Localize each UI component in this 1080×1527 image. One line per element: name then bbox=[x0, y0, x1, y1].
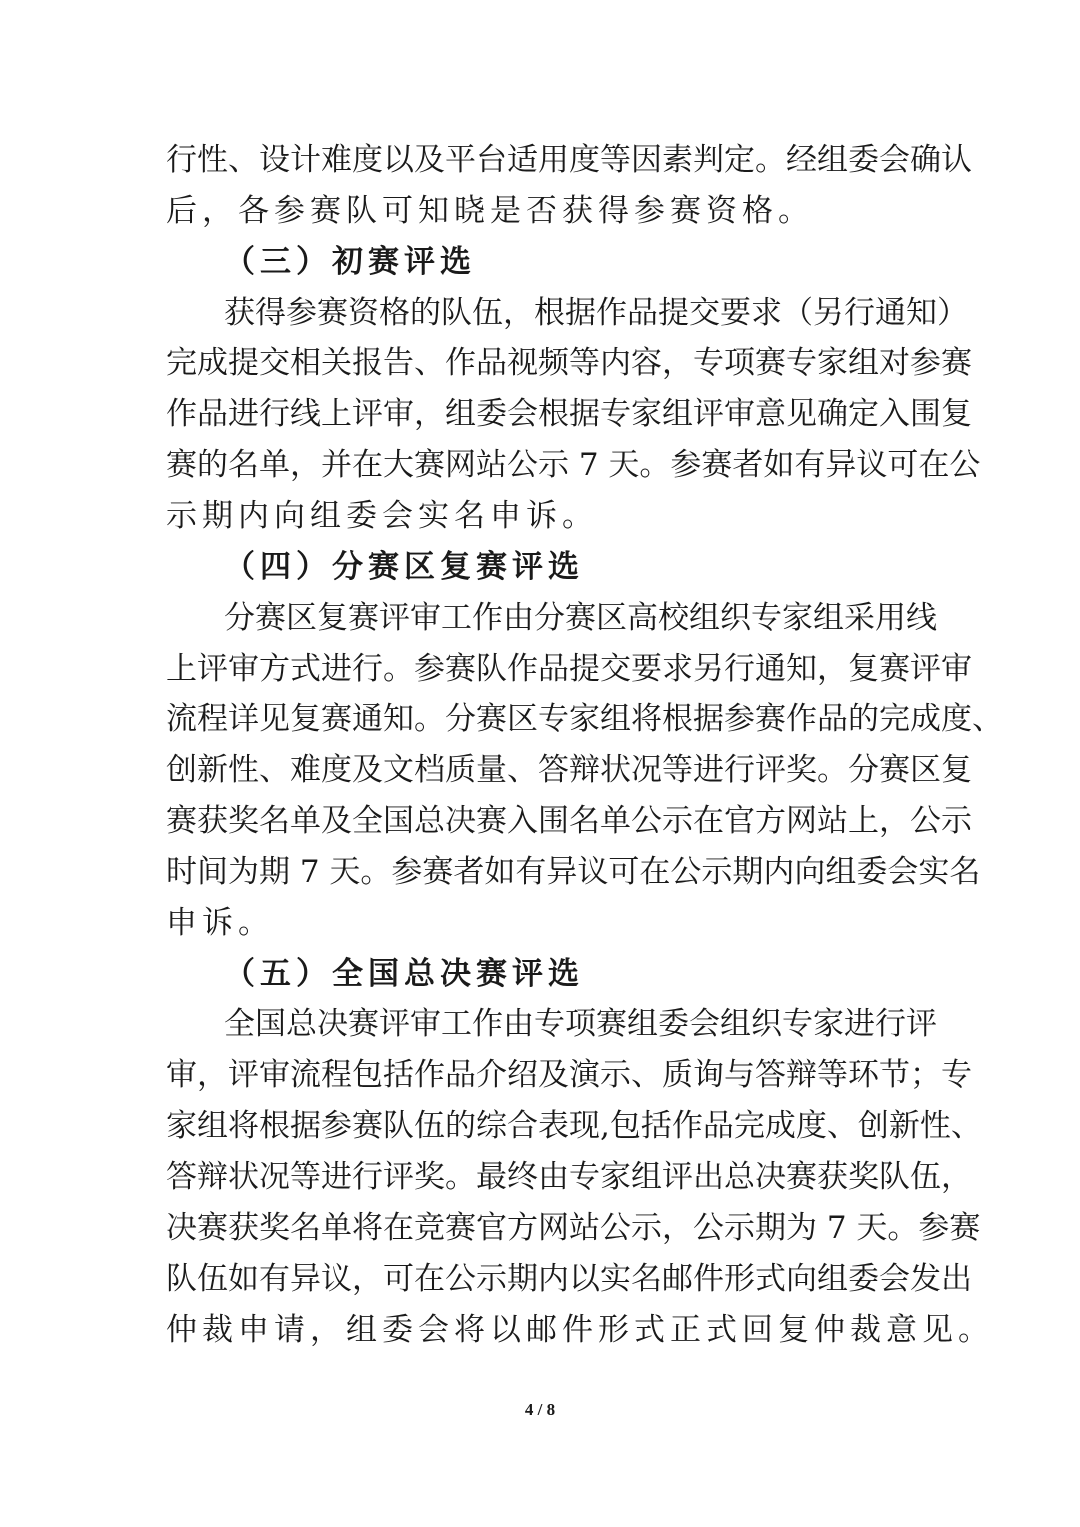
paragraph-line: 创新性、难度及文档质量、答辩状况等进行评奖。分赛区复 bbox=[166, 752, 972, 788]
section-heading: （五）全国总决赛评选 bbox=[224, 956, 584, 992]
paragraph-line: 家组将根据参赛队伍的综合表现,包括作品完成度、创新性、 bbox=[166, 1108, 982, 1144]
paragraph-line: 申诉。 bbox=[166, 905, 274, 941]
paragraph-line: 仲裁申请，组委会将以邮件形式正式回复仲裁意见。 bbox=[166, 1312, 994, 1348]
paragraph-line: 流程详见复赛通知。分赛区专家组将根据参赛作品的完成度、 bbox=[166, 701, 1003, 737]
paragraph-line: 决赛获奖名单将在竞赛官方网站公示，公示期为 7 天。参赛 bbox=[166, 1210, 981, 1246]
paragraph-line: 分赛区复赛评审工作由分赛区高校组织专家组采用线 bbox=[224, 600, 937, 636]
paragraph-line: 上评审方式进行。参赛队作品提交要求另行通知，复赛评审 bbox=[166, 651, 972, 687]
paragraph-line: 队伍如有异议，可在公示期内以实名邮件形式向组委会发出 bbox=[166, 1261, 972, 1297]
paragraph-line: 时间为期 7 天。参赛者如有异议可在公示期内向组委会实名 bbox=[166, 854, 981, 890]
paragraph-line: 完成提交相关报告、作品视频等内容，专项赛专家组对参赛 bbox=[166, 345, 972, 381]
paragraph-line: 后，各参赛队可知晓是否获得参赛资格。 bbox=[166, 193, 814, 229]
paragraph-line: 赛获奖名单及全国总决赛入围名单公示在官方网站上，公示 bbox=[166, 803, 972, 839]
paragraph-line: 获得参赛资格的队伍，根据作品提交要求（另行通知） bbox=[224, 295, 968, 331]
paragraph-line: 全国总决赛评审工作由专项赛组委会组织专家进行评 bbox=[224, 1006, 937, 1042]
page-number: 4 / 8 bbox=[524, 1400, 556, 1419]
paragraph-line: 赛的名单，并在大赛网站公示 7 天。参赛者如有异议可在公 bbox=[166, 447, 981, 483]
paragraph-line: 示期内向组委会实名申诉。 bbox=[166, 498, 598, 534]
paragraph-line: 答辩状况等进行评奖。最终由专家组评出总决赛获奖队伍， bbox=[166, 1159, 972, 1195]
paragraph-line: 审，评审流程包括作品介绍及演示、质询与答辩等环节；专 bbox=[166, 1057, 972, 1093]
section-heading: （四）分赛区复赛评选 bbox=[224, 549, 584, 585]
section-heading: （三）初赛评选 bbox=[224, 244, 476, 280]
paragraph-line: 作品进行线上评审，组委会根据专家组评审意见确定入围复 bbox=[166, 396, 972, 432]
paragraph-line: 行性、设计难度以及平台适用度等因素判定。经组委会确认 bbox=[166, 142, 972, 178]
